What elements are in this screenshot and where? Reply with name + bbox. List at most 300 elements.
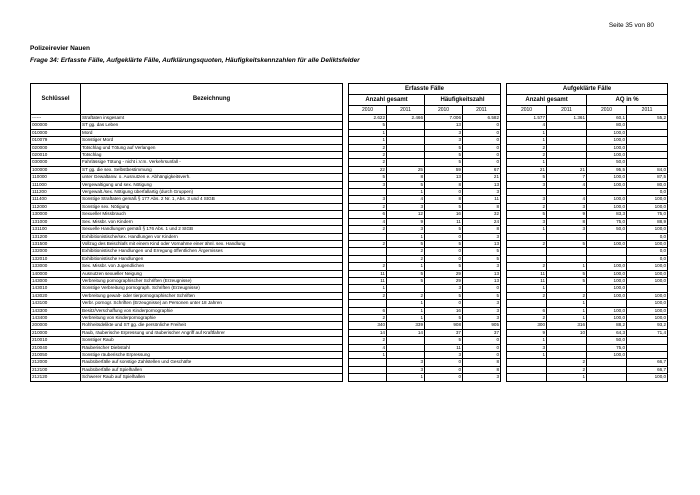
- frequency-2011-cell: 0: [463, 285, 501, 292]
- header-total-count: Anzahl gesamt: [349, 95, 425, 106]
- aq-2010-cell: 100,0: [587, 240, 627, 247]
- aq-2010-cell: 100,0: [587, 181, 627, 188]
- key-cell: 131500: [31, 240, 81, 247]
- key-cell: 130000: [31, 211, 81, 218]
- aq-2010-cell: 50,0: [587, 226, 627, 233]
- solved-2011-cell: 1.361: [547, 115, 587, 122]
- frequency-2010-cell: 5: [425, 314, 463, 321]
- solved-2011-cell: [547, 285, 587, 292]
- recorded-2011-cell: 3: [387, 359, 425, 366]
- name-cell: Verbr. pornogr. Schriften (Erzeugnisse) an Personen unter 18 Jahren: [81, 300, 343, 307]
- solved-2010-cell: 300: [507, 322, 547, 329]
- aq-2010-cell: 100,0: [587, 307, 627, 314]
- key-cell: 132010: [31, 255, 81, 262]
- solved-2011-cell: 3: [547, 203, 587, 210]
- aq-2010-cell: 100,0: [587, 144, 627, 151]
- recorded-2010-cell: 5: [349, 122, 387, 129]
- recorded-2011-cell: 2.466: [387, 115, 425, 122]
- name-cell: Exhibitionistische Handlungen und Erregung öffentlichen Ärgernisses: [81, 248, 343, 255]
- solved-2010-cell: [507, 189, 547, 196]
- recorded-2011-cell: 5: [387, 240, 425, 247]
- table-row: [31, 300, 668, 307]
- frequency-2010-cell: 13: [425, 122, 463, 129]
- solved-2011-cell: [547, 344, 587, 351]
- organization-title: Polizeirevier Nauen: [30, 45, 90, 52]
- name-cell: Sexueller Missbrauch: [81, 211, 343, 218]
- name-cell: Vollzug des Beischlafs mit einem Kind oder Vornahme einer ähnl. sex. Handlung: [81, 240, 343, 247]
- solved-2010-cell: 2: [507, 314, 547, 321]
- aq-2011-cell: [627, 285, 668, 292]
- name-cell: Schwerer Raub auf Spielhallen: [81, 374, 343, 381]
- recorded-2010-cell: [349, 300, 387, 307]
- table-row: [31, 166, 668, 173]
- aq-2011-cell: 71,4: [627, 329, 668, 336]
- frequency-2010-cell: 7.006: [425, 115, 463, 122]
- aq-2011-cell: 66,7: [627, 359, 668, 366]
- table-row: [31, 233, 668, 240]
- solved-2011-cell: 21: [547, 166, 587, 173]
- solved-2010-cell: [507, 255, 547, 262]
- frequency-2010-cell: 16: [425, 307, 463, 314]
- frequency-2011-cell: 905: [463, 322, 501, 329]
- aq-2011-cell: 100,0: [627, 314, 668, 321]
- key-cell: 020010: [31, 152, 81, 159]
- frequency-2010-cell: 0: [425, 255, 463, 262]
- frequency-2010-cell: 5: [425, 240, 463, 247]
- solved-2010-cell: 4: [507, 122, 547, 129]
- key-cell: 131100: [31, 226, 81, 233]
- key-cell: 111200: [31, 189, 81, 196]
- frequency-2010-cell: 0: [425, 374, 463, 381]
- frequency-2010-cell: 3: [425, 352, 463, 359]
- table-row: [31, 337, 668, 344]
- table-row: [31, 144, 668, 151]
- aq-2010-cell: 100,0: [587, 277, 627, 284]
- solved-2011-cell: [547, 129, 587, 136]
- frequency-2011-cell: 37: [463, 329, 501, 336]
- recorded-2011-cell: 12: [387, 211, 425, 218]
- solved-2011-cell: [547, 144, 587, 151]
- aq-2010-cell: 100,0: [587, 203, 627, 210]
- recorded-2010-cell: 1: [349, 285, 387, 292]
- frequency-2010-cell: 5: [425, 226, 463, 233]
- key-cell: 131000: [31, 218, 81, 225]
- frequency-2011-cell: 21: [463, 174, 501, 181]
- solved-2010-cell: 1: [507, 352, 547, 359]
- name-cell: Rohheitsdelikte und ST gg. die persönliche Freiheit: [81, 322, 343, 329]
- recorded-2011-cell: 1: [387, 189, 425, 196]
- solved-2010-cell: 2: [507, 263, 547, 270]
- frequency-2010-cell: 3: [425, 285, 463, 292]
- key-cell: 100000: [31, 166, 81, 173]
- aq-2010-cell: 100,0: [587, 292, 627, 299]
- aq-2010-cell: [587, 189, 627, 196]
- solved-2010-cell: 11: [507, 277, 547, 284]
- solved-2011-cell: 5: [547, 270, 587, 277]
- key-cell: 112000: [31, 203, 81, 210]
- table-row: [31, 240, 668, 247]
- header-row-groups: [31, 84, 668, 95]
- frequency-2010-cell: 11: [425, 344, 463, 351]
- frequency-2011-cell: 6.582: [463, 115, 501, 122]
- frequency-2010-cell: 13: [425, 174, 463, 181]
- frequency-2011-cell: 8: [463, 203, 501, 210]
- aq-2011-cell: 93,2: [627, 322, 668, 329]
- header-year: 2010: [507, 106, 547, 115]
- frequency-2010-cell: 5: [425, 263, 463, 270]
- frequency-2011-cell: 24: [463, 218, 501, 225]
- name-cell: Raubüberfälle auf Spielhallen: [81, 366, 343, 373]
- frequency-2010-cell: 3: [425, 129, 463, 136]
- recorded-2011-cell: [387, 344, 425, 351]
- solved-2011-cell: 3: [547, 226, 587, 233]
- recorded-2010-cell: 6: [349, 307, 387, 314]
- key-cell: 143000: [31, 277, 81, 284]
- aq-2011-cell: 84,0: [627, 166, 668, 173]
- aq-2011-cell: 0,0: [627, 233, 668, 240]
- header-recorded: Erfasste Fälle: [349, 84, 501, 95]
- recorded-2011-cell: 9: [387, 218, 425, 225]
- name-cell: Vergewalt./sex. Nötigung überfallartig (durch Gruppen): [81, 189, 343, 196]
- solved-2011-cell: 9: [547, 211, 587, 218]
- aq-2010-cell: 100,0: [587, 352, 627, 359]
- frequency-2010-cell: 0: [425, 189, 463, 196]
- table-row: [31, 174, 668, 181]
- key-cell: 212000: [31, 359, 81, 366]
- recorded-2011-cell: 5: [387, 181, 425, 188]
- solved-2010-cell: 1: [507, 137, 547, 144]
- frequency-2011-cell: 13: [463, 270, 501, 277]
- solved-2010-cell: 2: [507, 144, 547, 151]
- key-cell: 200000: [31, 322, 81, 329]
- solved-2011-cell: [547, 122, 587, 129]
- frequency-2011-cell: 3: [463, 314, 501, 321]
- aq-2010-cell: 100,0: [587, 270, 627, 277]
- name-cell: Sonstige räuberische Erpressung: [81, 352, 343, 359]
- header-year: 2011: [463, 106, 501, 115]
- aq-2011-cell: 0,0: [627, 255, 668, 262]
- frequency-2011-cell: 8: [463, 359, 501, 366]
- solved-2011-cell: [547, 233, 587, 240]
- header-key: Schlüssel: [31, 84, 81, 115]
- solved-2011-cell: 1: [547, 374, 587, 381]
- recorded-2010-cell: 3: [349, 196, 387, 203]
- frequency-2011-cell: 0: [463, 129, 501, 136]
- aq-2011-cell: [627, 352, 668, 359]
- frequency-2011-cell: 0: [463, 152, 501, 159]
- frequency-2010-cell: 5: [425, 203, 463, 210]
- frequency-2010-cell: 16: [425, 211, 463, 218]
- solved-2010-cell: [507, 248, 547, 255]
- header-year: 2010: [587, 106, 627, 115]
- frequency-2011-cell: 0: [463, 337, 501, 344]
- name-cell: ST gg. die sex. Selbstbestimmung: [81, 166, 343, 173]
- aq-2010-cell: [587, 255, 627, 262]
- recorded-2011-cell: 1: [387, 307, 425, 314]
- recorded-2010-cell: 2: [349, 152, 387, 159]
- table-row: [31, 285, 668, 292]
- table-caption: Frage 34: Erfasste Fälle, Aufgeklärte Fälle, Aufklärungsquoten, Häufigkeitskennzahlen für alle Deliktsfelder: [30, 57, 360, 64]
- name-cell: Sex. Missbr. von Kindern: [81, 218, 343, 225]
- recorded-2010-cell: 1: [349, 352, 387, 359]
- recorded-2011-cell: 1: [387, 263, 425, 270]
- name-cell: Fahrlässige Tötung - nicht i.V.m. Verkehrsunfall -: [81, 159, 343, 166]
- aq-2011-cell: 100,0: [627, 292, 668, 299]
- name-cell: Sonstiger Mord: [81, 137, 343, 144]
- solved-2011-cell: [547, 255, 587, 262]
- frequency-2011-cell: 0: [463, 122, 501, 129]
- aq-2010-cell: [587, 233, 627, 240]
- aq-2011-cell: 100,0: [627, 240, 668, 247]
- frequency-2010-cell: 0: [425, 300, 463, 307]
- solved-2010-cell: 2: [507, 240, 547, 247]
- aq-2010-cell: 100,0: [587, 129, 627, 136]
- aq-2011-cell: [627, 122, 668, 129]
- recorded-2010-cell: 4: [349, 344, 387, 351]
- frequency-2010-cell: 29: [425, 277, 463, 284]
- recorded-2010-cell: 2: [349, 314, 387, 321]
- recorded-2010-cell: 2: [349, 203, 387, 210]
- solved-2010-cell: [507, 374, 547, 381]
- solved-2010-cell: 1.577: [507, 115, 547, 122]
- frequency-2010-cell: 908: [425, 322, 463, 329]
- aq-2010-cell: [587, 359, 627, 366]
- solved-2010-cell: 1: [507, 159, 547, 166]
- recorded-2011-cell: [387, 144, 425, 151]
- aq-2011-cell: [627, 137, 668, 144]
- recorded-2010-cell: 14: [349, 329, 387, 336]
- solved-2010-cell: 2: [507, 292, 547, 299]
- table-row: [31, 218, 668, 225]
- key-cell: 210010: [31, 337, 81, 344]
- recorded-2010-cell: 2: [349, 226, 387, 233]
- name-cell: Ausnutzen sexueller Neigung: [81, 270, 343, 277]
- table-row: [31, 263, 668, 270]
- frequency-2010-cell: 5: [425, 144, 463, 151]
- recorded-2010-cell: 6: [349, 211, 387, 218]
- table-row: [31, 211, 668, 218]
- aq-2011-cell: [627, 159, 668, 166]
- recorded-2011-cell: 2: [387, 255, 425, 262]
- key-cell: 210000: [31, 329, 81, 336]
- recorded-2011-cell: 1: [387, 374, 425, 381]
- key-cell: 212120: [31, 374, 81, 381]
- solved-2010-cell: 3: [507, 181, 547, 188]
- frequency-2010-cell: 8: [425, 181, 463, 188]
- recorded-2010-cell: 2.622: [349, 115, 387, 122]
- solved-2010-cell: 3: [507, 218, 547, 225]
- table-row: [31, 292, 668, 299]
- solved-2010-cell: 1: [507, 129, 547, 136]
- solved-2010-cell: 2: [507, 152, 547, 159]
- solved-2011-cell: 5: [547, 240, 587, 247]
- header-year: 2010: [349, 106, 387, 115]
- name-cell: Sonstige Verbreitung pornograph. Schriften (Erzeugnisse): [81, 285, 343, 292]
- key-cell: 143300: [31, 307, 81, 314]
- frequency-2011-cell: 8: [463, 366, 501, 373]
- aq-2011-cell: 0,0: [627, 189, 668, 196]
- frequency-2011-cell: 13: [463, 181, 501, 188]
- key-cell: 143400: [31, 314, 81, 321]
- aq-2010-cell: 100,0: [587, 263, 627, 270]
- table-row: [31, 359, 668, 366]
- aq-2010-cell: 100,0: [587, 196, 627, 203]
- solved-2010-cell: 6: [507, 307, 547, 314]
- frequency-2011-cell: 5: [463, 255, 501, 262]
- aq-2010-cell: [587, 366, 627, 373]
- frequency-2011-cell: 13: [463, 277, 501, 284]
- frequency-2010-cell: 59: [425, 166, 463, 173]
- recorded-2010-cell: [349, 255, 387, 262]
- table-row: [31, 277, 668, 284]
- frequency-2011-cell: 5: [463, 292, 501, 299]
- key-cell: 111000: [31, 181, 81, 188]
- recorded-2011-cell: 339: [387, 322, 425, 329]
- key-cell: 143020: [31, 292, 81, 299]
- aq-2010-cell: 100,0: [587, 285, 627, 292]
- aq-2011-cell: 100,0: [627, 263, 668, 270]
- recorded-2011-cell: 3: [387, 203, 425, 210]
- frequency-2010-cell: 0: [425, 248, 463, 255]
- recorded-2011-cell: 25: [387, 166, 425, 173]
- table-row: [31, 307, 668, 314]
- solved-2011-cell: [547, 152, 587, 159]
- page-number: Seite 35 von 80: [608, 22, 654, 29]
- recorded-2011-cell: [387, 337, 425, 344]
- frequency-2011-cell: 0: [463, 144, 501, 151]
- header-year: 2011: [387, 106, 425, 115]
- solved-2011-cell: [547, 337, 587, 344]
- aq-2011-cell: [627, 144, 668, 151]
- aq-2010-cell: [587, 300, 627, 307]
- aq-2011-cell: [627, 337, 668, 344]
- frequency-2011-cell: 67: [463, 166, 501, 173]
- solved-2011-cell: 1: [547, 263, 587, 270]
- solved-2010-cell: 3: [507, 344, 547, 351]
- recorded-2011-cell: [387, 159, 425, 166]
- name-cell: Exhibitionistische Handlungen: [81, 255, 343, 262]
- recorded-2011-cell: [387, 122, 425, 129]
- solved-2010-cell: [507, 300, 547, 307]
- frequency-2011-cell: 8: [463, 226, 501, 233]
- solved-2011-cell: [547, 137, 587, 144]
- aq-2011-cell: 0,0: [627, 248, 668, 255]
- aq-2011-cell: 100,0: [627, 270, 668, 277]
- solved-2011-cell: [547, 352, 587, 359]
- recorded-2010-cell: 2: [349, 292, 387, 299]
- aq-2010-cell: 75,0: [587, 344, 627, 351]
- header-year: 2011: [547, 106, 587, 115]
- recorded-2010-cell: 340: [349, 322, 387, 329]
- name-cell: Exhibitionistische/sex. Handlungen vor Kindern: [81, 233, 343, 240]
- solved-2011-cell: 1: [547, 307, 587, 314]
- table-row: [31, 270, 668, 277]
- table-row: [31, 152, 668, 159]
- aq-2011-cell: 75,0: [627, 211, 668, 218]
- key-cell: 143100: [31, 300, 81, 307]
- frequency-2011-cell: 5: [463, 248, 501, 255]
- recorded-2010-cell: 2: [349, 144, 387, 151]
- frequency-2010-cell: 5: [425, 152, 463, 159]
- recorded-2011-cell: 3: [387, 366, 425, 373]
- solved-2010-cell: [507, 233, 547, 240]
- recorded-2010-cell: [349, 248, 387, 255]
- name-cell: Sonstige Straftaten gemäß § 177 Abs. 2 Nr. 1, Abs. 3 und 4 StGB: [81, 196, 343, 203]
- key-cell: 020000: [31, 144, 81, 151]
- aq-2011-cell: 87,5: [627, 174, 668, 181]
- recorded-2011-cell: [387, 152, 425, 159]
- recorded-2011-cell: 1: [387, 300, 425, 307]
- recorded-2011-cell: [387, 352, 425, 359]
- solved-2010-cell: [507, 359, 547, 366]
- key-cell: 030000: [31, 159, 81, 166]
- table-row: [31, 226, 668, 233]
- name-cell: Raubüberfälle auf sonstige Zahlstellen und Geschäfte: [81, 359, 343, 366]
- name-cell: Totschlag: [81, 152, 343, 159]
- solved-2011-cell: 1: [547, 314, 587, 321]
- recorded-2011-cell: 4: [387, 196, 425, 203]
- table-row: [31, 181, 668, 188]
- aq-2010-cell: [587, 374, 627, 381]
- frequency-2011-cell: 32: [463, 211, 501, 218]
- frequency-2011-cell: 3: [463, 189, 501, 196]
- solved-2011-cell: 5: [547, 277, 587, 284]
- aq-2011-cell: 100,0: [627, 203, 668, 210]
- table-row: [31, 352, 668, 359]
- recorded-2010-cell: 5: [349, 174, 387, 181]
- recorded-2010-cell: 11: [349, 277, 387, 284]
- solved-2011-cell: 1: [547, 300, 587, 307]
- frequency-2011-cell: 0: [463, 159, 501, 166]
- aq-2011-cell: 100,0: [627, 374, 668, 381]
- key-cell: 010079: [31, 137, 81, 144]
- frequency-2010-cell: 5: [425, 159, 463, 166]
- frequency-2010-cell: 3: [425, 137, 463, 144]
- recorded-2010-cell: 4: [349, 218, 387, 225]
- header-solved-count: Anzahl gesamt: [507, 95, 587, 106]
- solved-2011-cell: 2: [547, 359, 587, 366]
- table-row: [31, 255, 668, 262]
- frequency-2010-cell: 8: [425, 196, 463, 203]
- recorded-2011-cell: 1: [387, 233, 425, 240]
- statistics-table: [30, 83, 668, 382]
- aq-2011-cell: 100,0: [627, 277, 668, 284]
- aq-2010-cell: 100,0: [587, 152, 627, 159]
- recorded-2010-cell: 22: [349, 166, 387, 173]
- frequency-2011-cell: 13: [463, 240, 501, 247]
- recorded-2011-cell: [387, 285, 425, 292]
- solved-2010-cell: 5: [507, 211, 547, 218]
- solved-2010-cell: 1: [507, 285, 547, 292]
- solved-2011-cell: 2: [547, 292, 587, 299]
- solved-2010-cell: [507, 366, 547, 373]
- aq-2011-cell: 100,0: [627, 196, 668, 203]
- aq-2011-cell: 66,7: [627, 366, 668, 373]
- name-cell: Räuberischer Diebstahl: [81, 344, 343, 351]
- aq-2010-cell: 60,1: [587, 115, 627, 122]
- name-cell: Verbreitung gewalt- oder tierpornographischer Schriften: [81, 292, 343, 299]
- frequency-2010-cell: 37: [425, 329, 463, 336]
- name-cell: Straftaten insgesamt: [81, 115, 343, 122]
- name-cell: Verbreitung pornographischer Schriften (Erzeugnisse): [81, 277, 343, 284]
- solved-2011-cell: [547, 189, 587, 196]
- solved-2011-cell: 10: [547, 329, 587, 336]
- frequency-2011-cell: 3: [463, 307, 501, 314]
- frequency-2011-cell: 0: [463, 352, 501, 359]
- recorded-2010-cell: 1: [349, 137, 387, 144]
- recorded-2011-cell: 14: [387, 329, 425, 336]
- aq-2011-cell: 100,0: [627, 307, 668, 314]
